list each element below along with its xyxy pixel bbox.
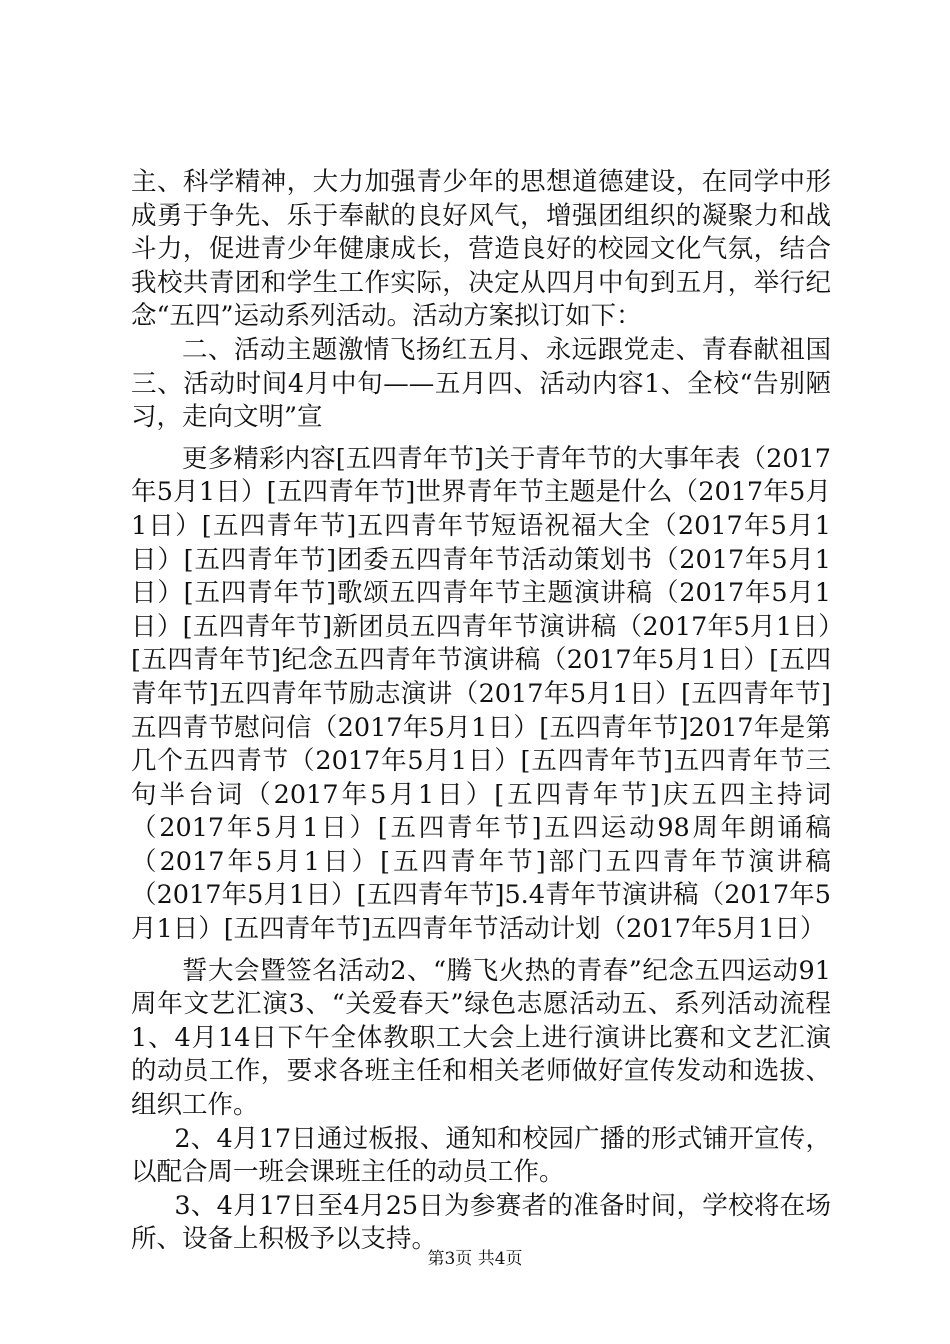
paragraph-activities: 誓大会暨签名活动2、“腾飞火热的青春”纪念五四运动91周年文艺汇演3、“关爱春天”绿色志愿活动五、系列活动流程1、4月14日下午全体教职工大会上进行演讲比赛和文艺汇演的动员工作，要求各班主任和相关老师做好宣传发动和选拔、组织工作。 [131,955,831,1121]
page-number-footer: 第3页 共4页 [427,1249,523,1269]
paragraph-theme-time: 二、活动主题激情飞扬红五月、永远跟党走、青春献祖国三、活动时间4月中旬——五月四、活动内容1、全校“告别陋习，走向文明”宣 [131,334,831,433]
paragraph-step-2: 2、4月17日通过板报、通知和校园广播的形式铺开宣传，以配合周一班会课班主任的动员工作。 [131,1123,831,1188]
paragraph-more-content: 更多精彩内容[五四青年节]关于青年节的大事年表（2017年5月1日）[五四青年节]世界青年节主题是什么（2017年5月1日）[五四青年节]五四青年节短语祝福大全（2017年5月1日）[五四青年节]团委五四青年节活动策划书（2017年5月1日）[五四青年节]歌颂五四青年节主题演讲稿（2017年5月1日）[五四青年节]新团员五四青年节演讲稿（2017年5月1日）[五四青年节]纪念五四青年节演讲稿（2017年5月1日）[五四青年节]五四青年节励志演讲（2017年5月1日）[五四青年节]五四青节慰问信（2017年5月1日）[五四青年节]2017年是第几个五四青节（2017年5月1日）[五四青年节]五四青年节三句半台词（2017年5月1日）[五四青年节]庆五四主持词（2017年5月1日）[五四青年节]五四运动98周年朗诵稿（2017年5月1日）[五四青年节]部门五四青年节演讲稿（2017年5月1日）[五四青年节]5.4青年节演讲稿（2017年5月1日）[五四青年节]五四青年节活动计划（2017年5月1日） [131,443,831,945]
document-body [131,166,831,1257]
paragraph-step-3: 3、4月17日至4月25日为参赛者的准备时间，学校将在场所、设备上积极予以支持。 [131,1190,831,1255]
paragraph-intro: 主、科学精神，大力加强青少年的思想道德建设，在同学中形成勇于争先、乐于奉献的良好风气，增强团组织的凝聚力和战斗力，促进青少年健康成长，营造良好的校园文化气氛，结合我校共青团和学生工作实际，决定从四月中旬到五月，举行纪念“五四”运动系列活动。活动方案拟订如下： [131,167,831,332]
